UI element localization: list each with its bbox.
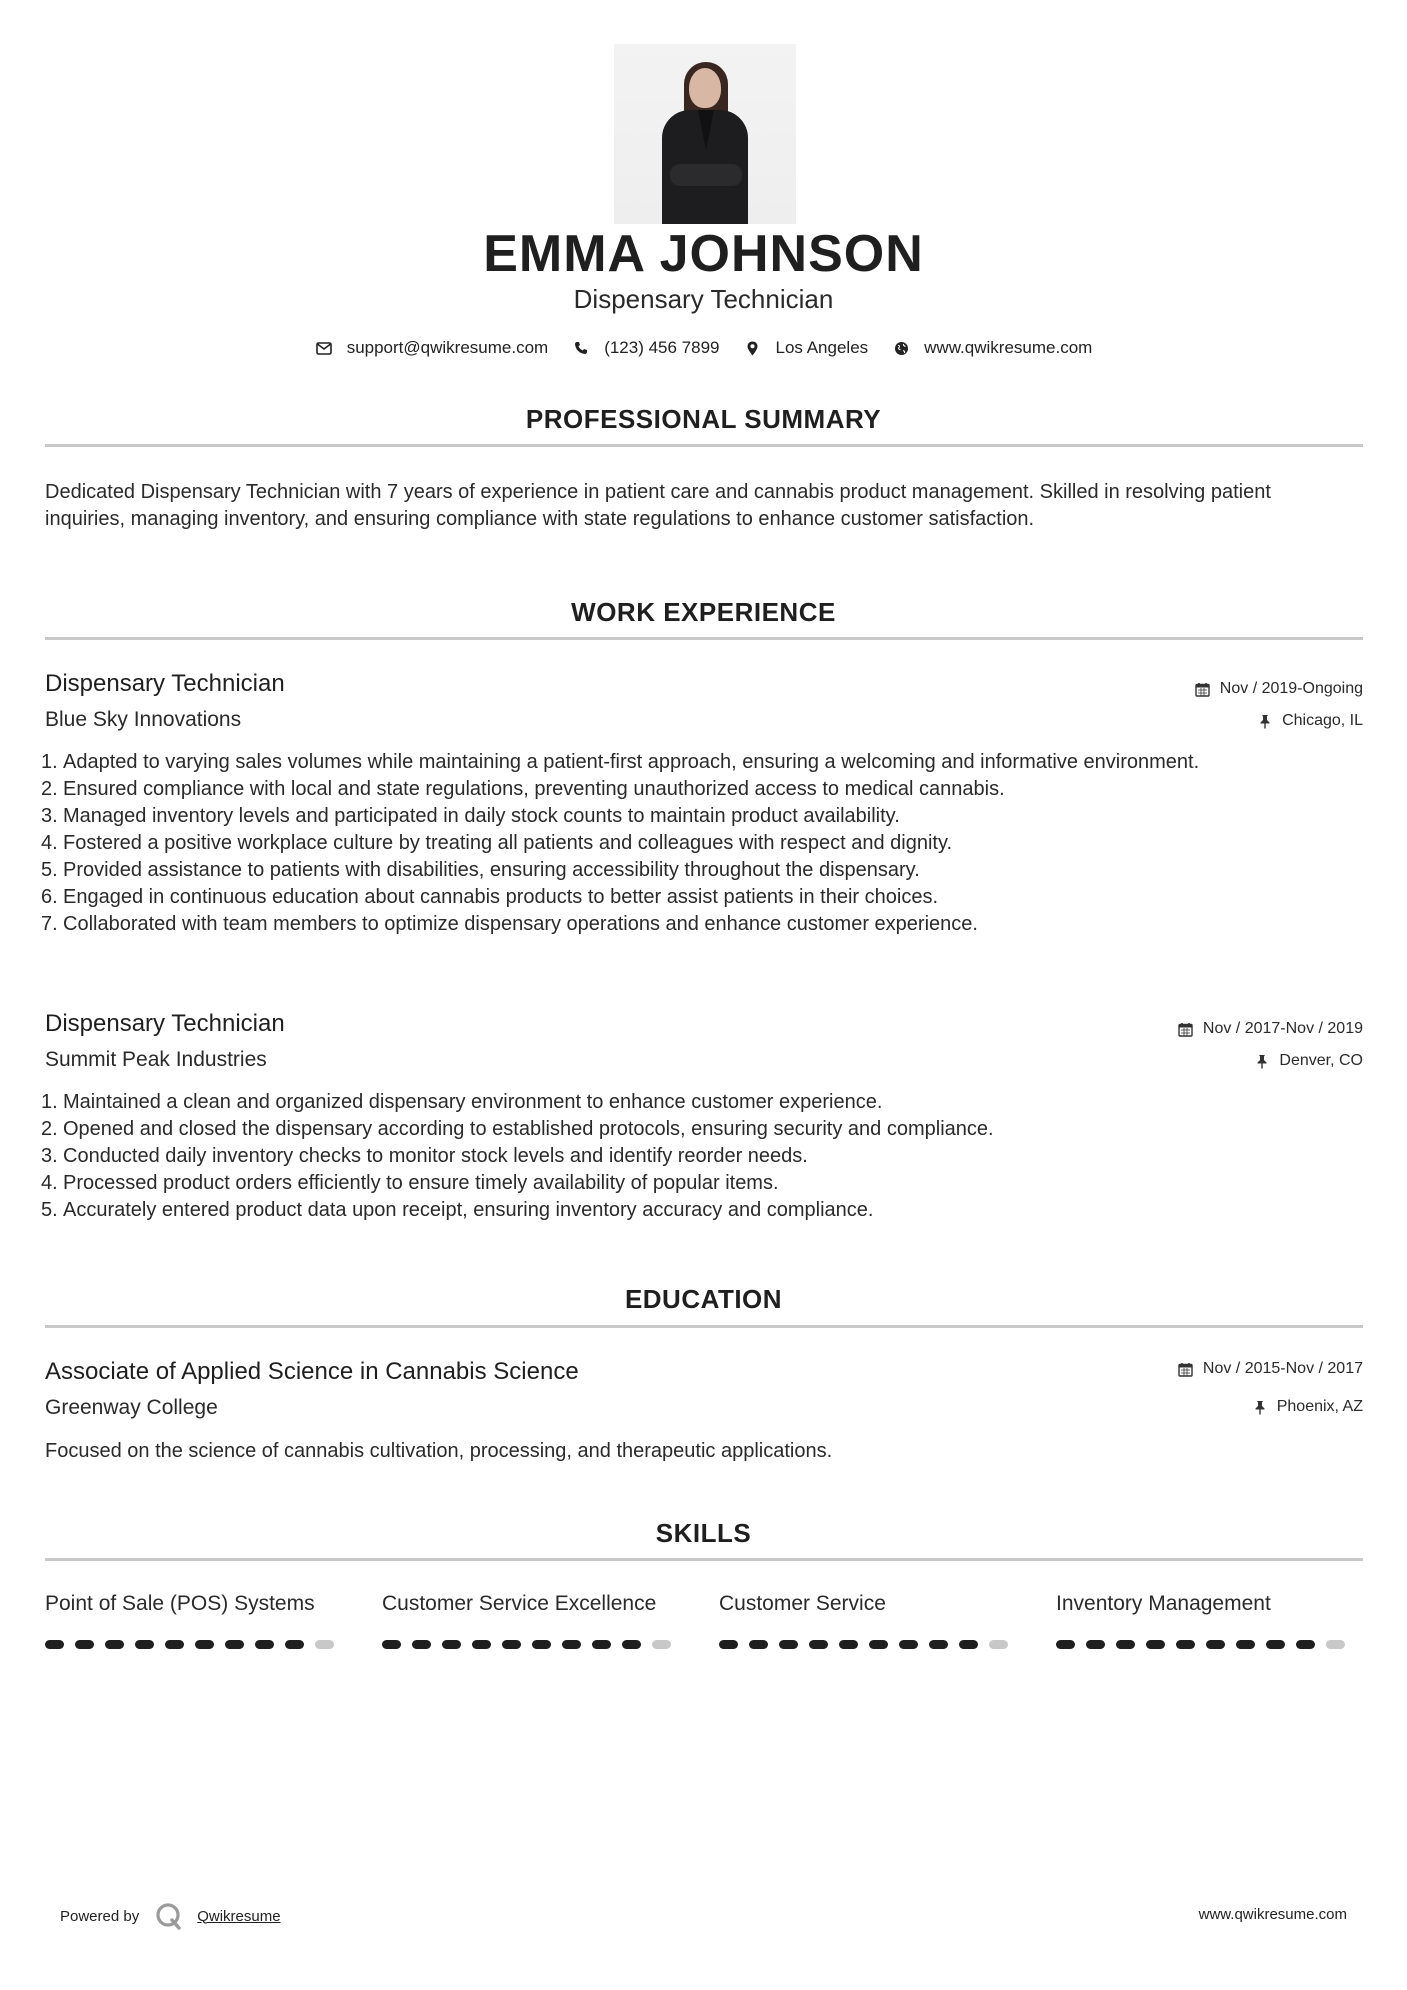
profile-photo bbox=[614, 44, 796, 224]
rating-dot-empty bbox=[315, 1640, 334, 1649]
job-dates: Nov / 2017-Nov / 2019 bbox=[1178, 1020, 1363, 1038]
degree-title: Associate of Applied Science in Cannabis Science bbox=[45, 1358, 579, 1385]
rating-dot-filled bbox=[45, 1640, 64, 1649]
rating-dot-filled bbox=[1086, 1640, 1105, 1649]
pushpin-icon bbox=[1254, 1053, 1270, 1069]
skill-rating bbox=[1056, 1640, 1356, 1649]
rating-dot-filled bbox=[1206, 1640, 1225, 1649]
job-title: Dispensary Technician bbox=[45, 670, 285, 697]
rating-dot-empty bbox=[989, 1640, 1008, 1649]
list-item: 5. Accurately entered product data upon receipt, ensuring inventory accuracy and compliance. bbox=[41, 1199, 874, 1221]
list-item: 1. Maintained a clean and organized dispensary environment to enhance customer experience. bbox=[41, 1091, 883, 1113]
skill-name: Point of Sale (POS) Systems bbox=[45, 1592, 315, 1615]
rating-dot-filled bbox=[869, 1640, 888, 1649]
education-location: Phoenix, AZ bbox=[1252, 1398, 1363, 1416]
footer-website[interactable]: www.qwikresume.com bbox=[1198, 1906, 1347, 1923]
candidate-title: Dispensary Technician bbox=[573, 284, 834, 314]
skill-rating bbox=[45, 1640, 345, 1649]
envelope-icon bbox=[315, 339, 333, 357]
pushpin-icon bbox=[1252, 1399, 1268, 1415]
list-item: 6. Engaged in continuous education about cannabis products to better assist patients in their choices. bbox=[41, 886, 939, 908]
rating-dot-filled bbox=[959, 1640, 978, 1649]
qwikresume-logo-icon bbox=[155, 1902, 183, 1930]
rating-dot-filled bbox=[1236, 1640, 1255, 1649]
rating-dot-filled bbox=[225, 1640, 244, 1649]
job-dates: Nov / 2019-Ongoing bbox=[1195, 680, 1363, 698]
education-dates: Nov / 2015-Nov / 2017 bbox=[1178, 1360, 1363, 1378]
list-item: 3. Conducted daily inventory checks to monitor stock levels and identify reorder needs. bbox=[41, 1145, 808, 1167]
skill-name: Inventory Management bbox=[1056, 1592, 1271, 1615]
skill-rating bbox=[719, 1640, 1019, 1649]
skill-name: Customer Service bbox=[719, 1592, 886, 1615]
rating-dot-filled bbox=[502, 1640, 521, 1649]
rating-dot-filled bbox=[809, 1640, 828, 1649]
rating-dot-filled bbox=[1296, 1640, 1315, 1649]
contact-bar bbox=[0, 338, 1407, 358]
rating-dot-filled bbox=[532, 1640, 551, 1649]
rating-dot-filled bbox=[135, 1640, 154, 1649]
rating-dot-filled bbox=[382, 1640, 401, 1649]
list-item: 4. Fostered a positive workplace culture by treating all patients and colleagues with respect and dignity. bbox=[41, 832, 953, 854]
list-item: 7. Collaborated with team members to optimize dispensary operations and enhance customer experience. bbox=[41, 913, 978, 935]
location-text: Los Angeles bbox=[775, 338, 869, 357]
education-description: Focused on the science of cannabis cultivation, processing, and therapeutic applications. bbox=[45, 1440, 833, 1462]
rating-dot-filled bbox=[412, 1640, 431, 1649]
rating-dot-filled bbox=[719, 1640, 738, 1649]
skill-name: Customer Service Excellence bbox=[382, 1592, 657, 1615]
skill-item bbox=[45, 1592, 345, 1616]
experience-divider bbox=[45, 637, 1363, 640]
rating-dot-filled bbox=[562, 1640, 581, 1649]
list-item: 2. Ensured compliance with local and state regulations, preventing unauthorized access to medical cannabis. bbox=[41, 778, 1005, 800]
skill-item bbox=[719, 1592, 1019, 1616]
company-name: Blue Sky Innovations bbox=[45, 708, 242, 731]
globe-icon bbox=[892, 339, 910, 357]
rating-dot-filled bbox=[749, 1640, 768, 1649]
rating-dot-filled bbox=[779, 1640, 798, 1649]
rating-dot-filled bbox=[839, 1640, 858, 1649]
calendar-icon bbox=[1178, 1361, 1194, 1377]
rating-dot-filled bbox=[442, 1640, 461, 1649]
rating-dot-filled bbox=[1146, 1640, 1165, 1649]
map-pin-icon bbox=[744, 339, 762, 357]
rating-dot-empty bbox=[652, 1640, 671, 1649]
rating-dot-filled bbox=[195, 1640, 214, 1649]
qwikresume-link[interactable]: Qwikresume bbox=[197, 1907, 281, 1925]
rating-dot-filled bbox=[1116, 1640, 1135, 1649]
rating-dot-filled bbox=[929, 1640, 948, 1649]
rating-dot-filled bbox=[1266, 1640, 1285, 1649]
footer-branding bbox=[60, 1902, 281, 1930]
skills-divider bbox=[45, 1558, 1363, 1561]
contact-location bbox=[744, 338, 869, 358]
pushpin-icon bbox=[1257, 713, 1273, 729]
list-item: 1. Adapted to varying sales volumes while maintaining a patient-first approach, ensuring a welcoming and informative environment. bbox=[41, 751, 1200, 773]
job-location: Denver, CO bbox=[1254, 1052, 1363, 1070]
phone-icon bbox=[572, 339, 590, 357]
summary-text: Dedicated Dispensary Technician with 7 years of experience in patient care and cannabis product management. Skilled in resolving patient inquiries, managing inventory, and ensuring compliance with state regulations to enhance customer satisfaction. bbox=[45, 481, 1271, 530]
rating-dot-filled bbox=[592, 1640, 611, 1649]
email-text: support@qwikresume.com bbox=[346, 338, 549, 357]
job-responsibilities bbox=[41, 749, 1345, 938]
list-item: 4. Processed product orders efficiently to ensure timely availability of popular items. bbox=[41, 1172, 779, 1194]
rating-dot-filled bbox=[1176, 1640, 1195, 1649]
calendar-icon bbox=[1195, 681, 1211, 697]
skills-heading: SKILLS bbox=[655, 1518, 752, 1548]
experience-heading: WORK EXPERIENCE bbox=[571, 597, 836, 627]
contact-email[interactable] bbox=[315, 338, 549, 358]
job-location: Chicago, IL bbox=[1257, 712, 1363, 730]
powered-by-label: Powered by bbox=[60, 1907, 140, 1925]
rating-dot-filled bbox=[165, 1640, 184, 1649]
rating-dot-filled bbox=[105, 1640, 124, 1649]
contact-phone[interactable] bbox=[572, 338, 719, 358]
contact-website[interactable] bbox=[892, 338, 1092, 358]
calendar-icon bbox=[1178, 1021, 1194, 1037]
summary-divider bbox=[45, 444, 1363, 447]
education-divider bbox=[45, 1325, 1363, 1328]
website-text: www.qwikresume.com bbox=[924, 338, 1093, 357]
job-responsibilities bbox=[41, 1089, 1345, 1224]
rating-dot-empty bbox=[1326, 1640, 1345, 1649]
skill-item bbox=[382, 1592, 682, 1616]
rating-dot-filled bbox=[899, 1640, 918, 1649]
rating-dot-filled bbox=[285, 1640, 304, 1649]
rating-dot-filled bbox=[1056, 1640, 1075, 1649]
skill-rating bbox=[382, 1640, 682, 1649]
rating-dot-filled bbox=[255, 1640, 274, 1649]
education-heading: EDUCATION bbox=[624, 1284, 783, 1314]
list-item: 5. Provided assistance to patients with disabilities, ensuring accessibility throughout the dispensary. bbox=[41, 859, 920, 881]
list-item: 2. Opened and closed the dispensary according to established protocols, ensuring security and compliance. bbox=[41, 1118, 994, 1140]
list-item: 3. Managed inventory levels and participated in daily stock counts to maintain product availability. bbox=[41, 805, 900, 827]
job-title: Dispensary Technician bbox=[45, 1010, 285, 1037]
rating-dot-filled bbox=[75, 1640, 94, 1649]
company-name: Summit Peak Industries bbox=[45, 1048, 267, 1071]
rating-dot-filled bbox=[622, 1640, 641, 1649]
school-name: Greenway College bbox=[45, 1396, 218, 1419]
phone-text: (123) 456 7899 bbox=[604, 338, 720, 357]
candidate-name: EMMA JOHNSON bbox=[483, 225, 924, 283]
skill-item bbox=[1056, 1592, 1356, 1616]
rating-dot-filled bbox=[472, 1640, 491, 1649]
summary-heading: PROFESSIONAL SUMMARY bbox=[525, 404, 882, 434]
